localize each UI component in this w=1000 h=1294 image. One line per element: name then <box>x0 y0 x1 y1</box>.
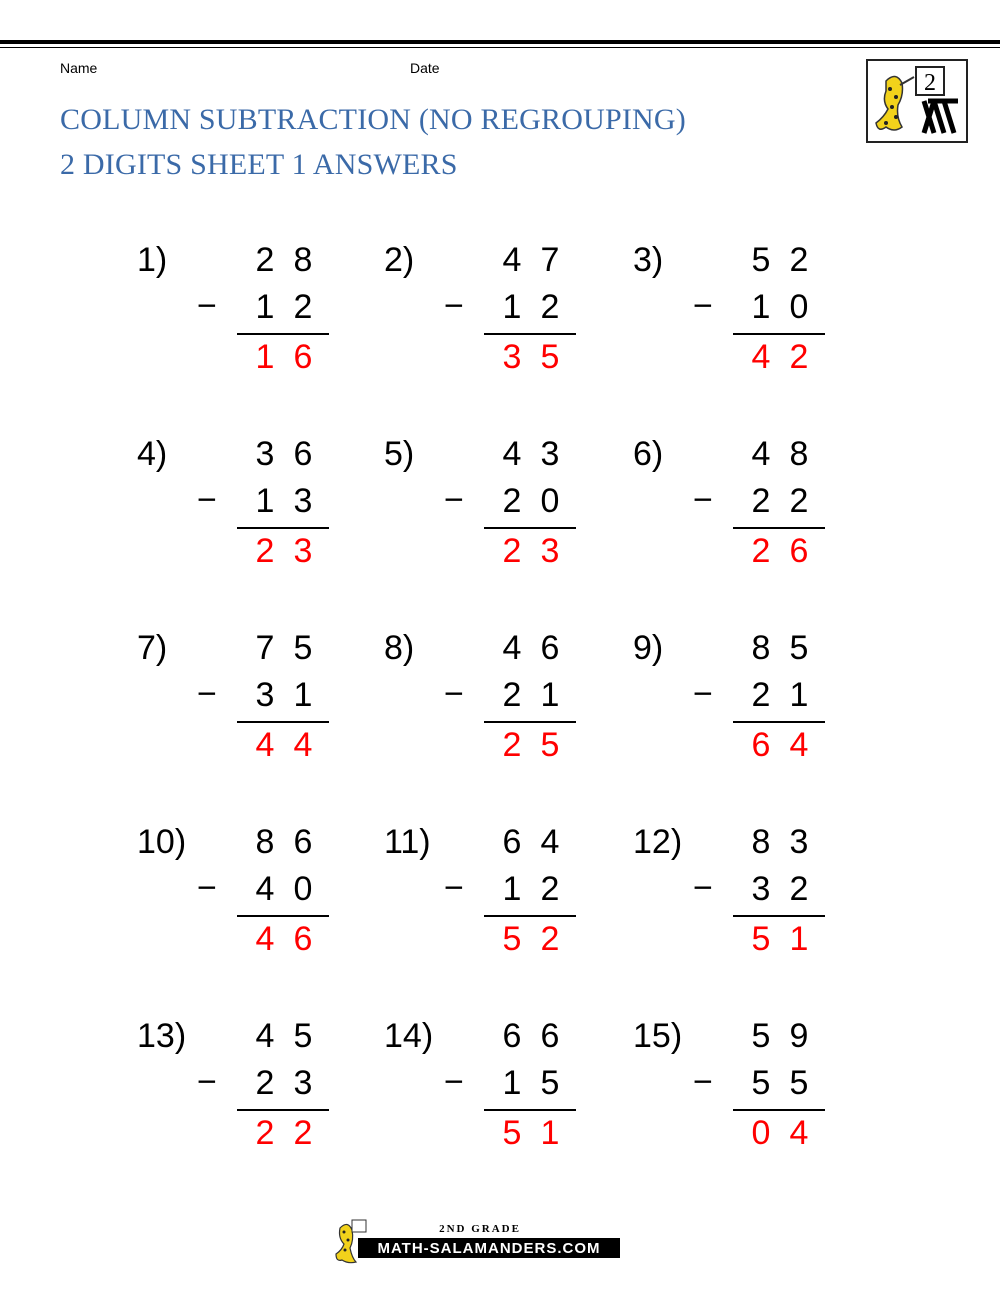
footer-grade-label: 2ND GRADE <box>439 1223 521 1235</box>
answer-digit: 4 <box>255 920 275 958</box>
subtrahend-digit: 2 <box>502 676 522 714</box>
problem-6 <box>633 434 863 594</box>
minuend <box>493 822 569 862</box>
answer-digit: 5 <box>540 338 560 376</box>
answer <box>742 725 818 765</box>
answer-line <box>484 721 576 723</box>
answer-digit: 2 <box>255 1114 275 1152</box>
minuend <box>742 822 818 862</box>
subtrahend-digit: 1 <box>255 482 275 520</box>
problem-10 <box>137 822 367 982</box>
minuend <box>742 240 818 280</box>
answer <box>742 531 818 571</box>
minuend-digit: 6 <box>502 823 522 861</box>
answer-line <box>733 527 825 529</box>
answer <box>246 531 322 571</box>
math-salamanders-logo <box>866 59 968 143</box>
problem-number: 7) <box>137 629 168 667</box>
minus-sign: − <box>693 481 713 519</box>
answer-line <box>237 527 329 529</box>
subtrahend <box>493 1063 569 1103</box>
problem-14 <box>384 1016 614 1176</box>
problem-number: 14) <box>384 1017 434 1055</box>
answer <box>493 1113 569 1153</box>
minuend-digit: 8 <box>751 823 771 861</box>
problem-number: 2) <box>384 241 415 279</box>
title-line-2: 2 DIGITS SHEET 1 ANSWERS <box>60 148 458 181</box>
minus-sign: − <box>197 869 217 907</box>
subtrahend <box>742 287 818 327</box>
minuend-digit: 4 <box>255 1017 275 1055</box>
answer-digit: 4 <box>789 726 809 764</box>
minuend <box>246 240 322 280</box>
answer-digit: 4 <box>293 726 313 764</box>
subtrahend <box>742 481 818 521</box>
subtrahend-digit: 3 <box>293 482 313 520</box>
problem-number: 4) <box>137 435 168 473</box>
answer <box>246 337 322 377</box>
answer-digit: 1 <box>789 920 809 958</box>
date-label: Date <box>410 60 440 76</box>
minuend-digit: 2 <box>789 241 809 279</box>
subtrahend-digit: 0 <box>540 482 560 520</box>
minuend-digit: 3 <box>255 435 275 473</box>
answer-digit: 2 <box>255 532 275 570</box>
minuend <box>742 628 818 668</box>
minuend-digit: 5 <box>751 241 771 279</box>
subtrahend-digit: 5 <box>540 1064 560 1102</box>
subtrahend-digit: 2 <box>502 482 522 520</box>
subtrahend-digit: 0 <box>789 288 809 326</box>
subtrahend-digit: 1 <box>255 288 275 326</box>
answer-digit: 1 <box>540 1114 560 1152</box>
top-rule <box>0 40 1000 44</box>
answer-line <box>484 333 576 335</box>
problem-7 <box>137 628 367 788</box>
problem-number: 8) <box>384 629 415 667</box>
footer-logo <box>330 1216 630 1266</box>
name-label: Name <box>60 60 98 76</box>
problem-1 <box>137 240 367 400</box>
problem-number: 12) <box>633 823 683 861</box>
minuend <box>246 628 322 668</box>
subtrahend-digit: 3 <box>751 870 771 908</box>
subtrahend-digit: 1 <box>502 288 522 326</box>
problem-number: 11) <box>384 823 431 861</box>
answer <box>742 919 818 959</box>
minuend-digit: 8 <box>789 435 809 473</box>
subtrahend <box>246 1063 322 1103</box>
minus-sign: − <box>693 675 713 713</box>
answer <box>246 725 322 765</box>
answer-digit: 5 <box>502 920 522 958</box>
subtrahend-digit: 2 <box>751 676 771 714</box>
answer-digit: 6 <box>293 338 313 376</box>
answer-digit: 4 <box>789 1114 809 1152</box>
logo-digit: 2 <box>924 70 936 96</box>
minuend <box>742 434 818 474</box>
answer <box>246 1113 322 1153</box>
subtrahend-digit: 1 <box>789 676 809 714</box>
minus-sign: − <box>444 287 464 325</box>
subtrahend <box>246 481 322 521</box>
answer-digit: 2 <box>293 1114 313 1152</box>
subtrahend-digit: 5 <box>751 1064 771 1102</box>
minuend-digit: 2 <box>255 241 275 279</box>
subtrahend-digit: 2 <box>293 288 313 326</box>
minus-sign: − <box>197 1063 217 1101</box>
answer-line <box>237 721 329 723</box>
answer <box>246 919 322 959</box>
minuend-digit: 4 <box>502 435 522 473</box>
problem-5 <box>384 434 614 594</box>
minuend <box>493 240 569 280</box>
answer-digit: 2 <box>540 920 560 958</box>
problem-number: 6) <box>633 435 664 473</box>
problem-number: 15) <box>633 1017 683 1055</box>
subtrahend <box>742 675 818 715</box>
problem-4 <box>137 434 367 594</box>
problem-8 <box>384 628 614 788</box>
problem-2 <box>384 240 614 400</box>
minus-sign: − <box>444 1063 464 1101</box>
minuend <box>246 1016 322 1056</box>
answer-digit: 3 <box>293 532 313 570</box>
problem-12 <box>633 822 863 982</box>
answer-digit: 2 <box>751 532 771 570</box>
subtrahend-digit: 2 <box>255 1064 275 1102</box>
minuend-digit: 7 <box>540 241 560 279</box>
answer-digit: 4 <box>255 726 275 764</box>
answer-digit: 6 <box>751 726 771 764</box>
minus-sign: − <box>444 675 464 713</box>
subtrahend-digit: 2 <box>540 870 560 908</box>
minuend-digit: 4 <box>540 823 560 861</box>
minuend-digit: 5 <box>751 1017 771 1055</box>
minuend-digit: 3 <box>789 823 809 861</box>
subtrahend <box>246 675 322 715</box>
answer <box>742 1113 818 1153</box>
problem-9 <box>633 628 863 788</box>
title-line-1: COLUMN SUBTRACTION (NO REGROUPING) <box>60 103 686 136</box>
footer-site-name: MATH-SALAMANDERS.COM <box>377 1240 601 1257</box>
subtrahend <box>493 287 569 327</box>
problem-number: 3) <box>633 241 664 279</box>
problem-3 <box>633 240 863 400</box>
minuend <box>493 628 569 668</box>
answer-digit: 6 <box>789 532 809 570</box>
problem-number: 9) <box>633 629 664 667</box>
minuend-digit: 9 <box>789 1017 809 1055</box>
subtrahend-digit: 2 <box>540 288 560 326</box>
problem-number: 5) <box>384 435 415 473</box>
minuend-digit: 8 <box>293 241 313 279</box>
minuend-digit: 6 <box>540 1017 560 1055</box>
answer-digit: 2 <box>502 532 522 570</box>
answer-digit: 2 <box>789 338 809 376</box>
minuend-digit: 6 <box>540 629 560 667</box>
answer-line <box>484 527 576 529</box>
subtrahend-digit: 3 <box>255 676 275 714</box>
subtrahend-digit: 2 <box>751 482 771 520</box>
minuend-digit: 6 <box>293 823 313 861</box>
subtrahend-digit: 0 <box>293 870 313 908</box>
subtrahend-digit: 2 <box>789 870 809 908</box>
subtrahend-digit: 1 <box>540 676 560 714</box>
answer-line <box>484 1109 576 1111</box>
answer-digit: 0 <box>751 1114 771 1152</box>
answer-digit: 1 <box>255 338 275 376</box>
minuend <box>246 822 322 862</box>
minus-sign: − <box>444 869 464 907</box>
answer-line <box>733 1109 825 1111</box>
minus-sign: − <box>197 481 217 519</box>
subtrahend <box>742 869 818 909</box>
minuend-digit: 3 <box>540 435 560 473</box>
answer <box>742 337 818 377</box>
minus-sign: − <box>693 287 713 325</box>
minuend-digit: 7 <box>255 629 275 667</box>
answer-digit: 2 <box>502 726 522 764</box>
minuend-digit: 8 <box>255 823 275 861</box>
answer-line <box>484 915 576 917</box>
subtrahend <box>493 869 569 909</box>
answer-line <box>733 333 825 335</box>
minus-sign: − <box>197 675 217 713</box>
subtrahend-digit: 1 <box>293 676 313 714</box>
answer-digit: 3 <box>502 338 522 376</box>
answer <box>493 725 569 765</box>
subtrahend-digit: 1 <box>502 1064 522 1102</box>
minuend <box>742 1016 818 1056</box>
problem-number: 1) <box>137 241 168 279</box>
subtrahend <box>246 287 322 327</box>
minus-sign: − <box>197 287 217 325</box>
answer <box>493 919 569 959</box>
subtrahend <box>742 1063 818 1103</box>
minuend <box>493 1016 569 1056</box>
minuend-digit: 5 <box>789 629 809 667</box>
answer-line <box>237 915 329 917</box>
subtrahend-digit: 3 <box>293 1064 313 1102</box>
minus-sign: − <box>444 481 464 519</box>
problem-number: 10) <box>137 823 187 861</box>
minuend-digit: 5 <box>293 629 313 667</box>
minuend-digit: 6 <box>293 435 313 473</box>
minuend <box>493 434 569 474</box>
answer-digit: 5 <box>502 1114 522 1152</box>
answer-digit: 4 <box>751 338 771 376</box>
problem-number: 13) <box>137 1017 187 1055</box>
subtrahend <box>493 675 569 715</box>
top-rule-thin <box>0 47 1000 48</box>
problem-13 <box>137 1016 367 1176</box>
answer-digit: 3 <box>540 532 560 570</box>
salamander-icon <box>868 61 966 141</box>
answer-line <box>237 333 329 335</box>
subtrahend <box>493 481 569 521</box>
minuend-digit: 4 <box>502 241 522 279</box>
minuend-digit: 4 <box>751 435 771 473</box>
minuend <box>246 434 322 474</box>
minuend-digit: 6 <box>502 1017 522 1055</box>
subtrahend-digit: 2 <box>789 482 809 520</box>
answer-line <box>733 915 825 917</box>
minuend-digit: 5 <box>293 1017 313 1055</box>
problem-15 <box>633 1016 863 1176</box>
answer-line <box>237 1109 329 1111</box>
problem-11 <box>384 822 614 982</box>
subtrahend-digit: 1 <box>751 288 771 326</box>
subtrahend <box>246 869 322 909</box>
answer <box>493 337 569 377</box>
subtrahend-digit: 1 <box>502 870 522 908</box>
footer-salamander-icon <box>330 1216 630 1266</box>
subtrahend-digit: 5 <box>789 1064 809 1102</box>
subtrahend-digit: 4 <box>255 870 275 908</box>
answer-line <box>733 721 825 723</box>
answer-digit: 5 <box>540 726 560 764</box>
answer-digit: 5 <box>751 920 771 958</box>
answer-digit: 6 <box>293 920 313 958</box>
minuend-digit: 8 <box>751 629 771 667</box>
answer <box>493 531 569 571</box>
minus-sign: − <box>693 869 713 907</box>
minus-sign: − <box>693 1063 713 1101</box>
minuend-digit: 4 <box>502 629 522 667</box>
